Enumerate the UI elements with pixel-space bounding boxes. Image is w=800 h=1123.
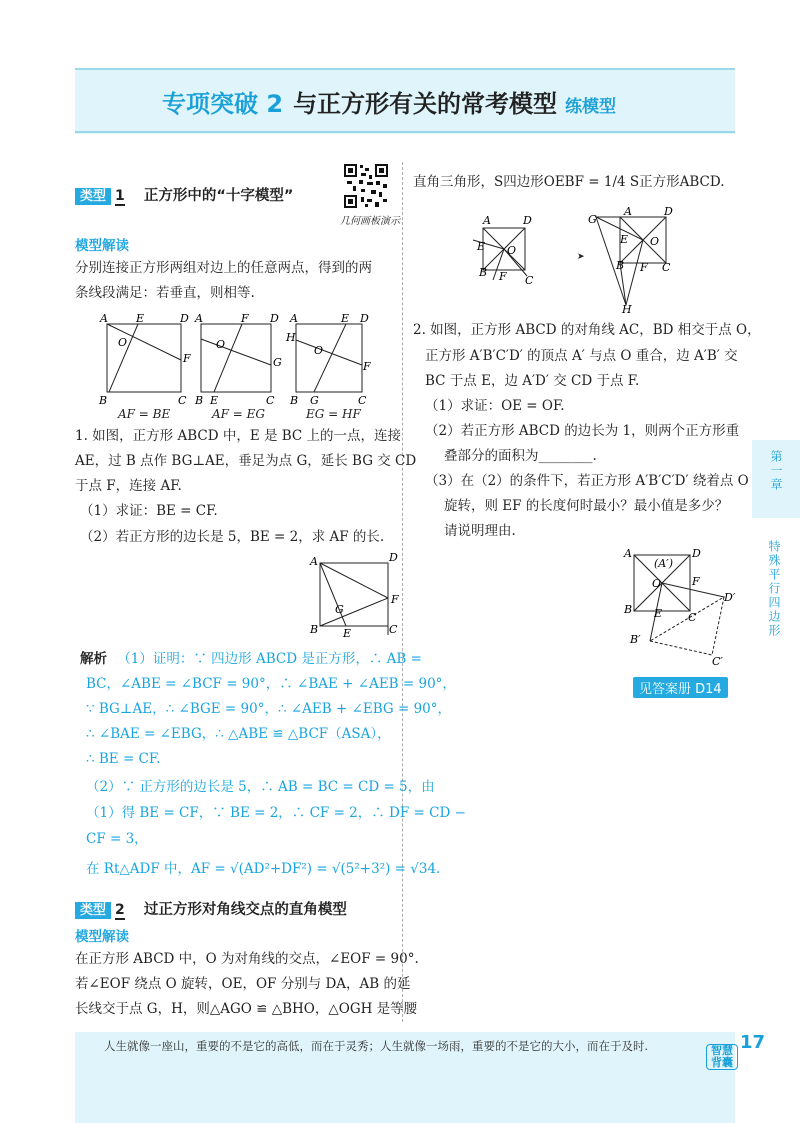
svg-text:D: D (180, 312, 189, 325)
svg-text:O: O (507, 244, 517, 257)
svg-text:B: B (616, 259, 625, 272)
qr-caption: 几何画板演示 (340, 216, 400, 227)
svg-text:C′: C′ (712, 655, 723, 668)
q1-line-3: 于点 F，连接 AF. (75, 478, 182, 494)
svg-text:B: B (99, 394, 108, 407)
svg-text:F: F (241, 312, 249, 325)
svg-text:A: A (483, 214, 491, 227)
svg-text:B: B (195, 394, 204, 407)
svg-text:D: D (523, 214, 532, 227)
svg-text:C: C (266, 394, 275, 407)
type1-num: 1 (115, 188, 125, 204)
svg-text:O: O (650, 235, 660, 248)
svg-text:B: B (290, 394, 299, 407)
solution-line-7: （1）得 BE = CF，∵ BE = 2，∴ CF = 2，∴ DF = CD − (86, 805, 466, 821)
solution-line-8: CF = 3， (86, 831, 148, 847)
svg-text:D: D (692, 547, 701, 560)
q2-line-3: BC 于点 E，边 A′D′ 交 CD 于点 F. (425, 373, 640, 389)
q2-figure (620, 545, 745, 670)
q2-sub3c: 请说明理由. (444, 523, 516, 539)
type2-line-3: 长线交于点 G，H，则△AGO ≌ △BHO，△OGH 是等腰 (75, 1001, 418, 1017)
svg-text:A: A (195, 312, 203, 325)
type2-figure-right (590, 205, 685, 315)
type2-figure-left (465, 210, 545, 290)
solution-text-1: （1）证明：∵ 四边形 ABCD 是正方形，∴ AB = (117, 651, 422, 667)
q2-sub1: （1）求证：OE = OF. (425, 398, 565, 414)
solution-line-6: （2）∵ 正方形的边长是 5，∴ AB = BC = CD = 5，由 (86, 779, 435, 795)
q1-line-1: 1. 如图，正方形 ABCD 中，E 是 BC 上的一点，连接 (75, 428, 402, 444)
svg-text:B: B (310, 623, 319, 636)
q2-line-2: 正方形 A′B′C′D′ 的顶点 A′ 与点 O 重合，边 A′B′ 交 (425, 348, 738, 364)
svg-text:F: F (363, 360, 371, 373)
svg-text:C: C (178, 394, 187, 407)
svg-text:E: E (343, 627, 352, 640)
type2-interp-title: 模型解读 (75, 929, 129, 945)
q2-sub2b: 叠部分的面积为________. (444, 448, 597, 464)
type1-title: 正方形中的“十字模型” (143, 188, 294, 204)
svg-text:C: C (525, 274, 534, 287)
svg-text:C: C (358, 394, 367, 407)
q2-sub3a: （3）在（2）的条件下，若正方形 A′B′C′D′ 绕着点 O (425, 473, 749, 489)
header-divider-top (75, 68, 735, 70)
title-part1: 专项突破 2 (162, 90, 284, 118)
type1-interp-title: 模型解读 (75, 238, 129, 254)
svg-text:B′: B′ (630, 633, 641, 646)
page-title (162, 84, 616, 119)
footer-quote: 人生就像一座山，重要的不是它的高低，而在于灵秀；人生就像一场雨，重要的不是它的大小，而在于及时. (104, 1039, 649, 1053)
svg-text:O: O (216, 338, 226, 351)
svg-text:A: A (624, 547, 632, 560)
type2-title: 过正方形对角线交点的直角模型 (143, 902, 347, 918)
solution-line-9: 在 Rt△ADF 中，AF = √(AD²+DF²) = √(5²+3²) = √34. (86, 861, 441, 877)
svg-text:C: C (389, 623, 398, 636)
type2-num: 2 (115, 902, 125, 918)
figure-1 (98, 312, 191, 407)
solution-line-1 (80, 647, 422, 672)
q1-sub1: （1）求证：BE = CF. (80, 503, 218, 519)
svg-text:O: O (314, 344, 324, 357)
svg-text:F: F (499, 270, 507, 283)
q1-sub2: （2）若正方形的边长是 5，BE = 2，求 AF 的长. (80, 529, 385, 545)
type2-continuation: 直角三角形，S四边形OEBF = 1/4 S正方形ABCD. (413, 174, 725, 190)
solution-line-2: BC，∠ABE = ∠BCF = 90°，∴ ∠BAE + ∠AEB = 90°， (86, 676, 456, 692)
svg-text:D: D (664, 205, 673, 218)
type1-interp-line-1: 分别连接正方形两组对边上的任意两点，得到的两 (75, 260, 372, 276)
svg-text:H: H (286, 331, 296, 344)
svg-text:C: C (688, 611, 697, 624)
svg-text:E: E (136, 312, 145, 325)
footer-badge: 智慧背囊 (706, 1044, 738, 1070)
svg-text:E: E (654, 607, 663, 620)
svg-text:(A′): (A′) (654, 557, 674, 570)
svg-text:E: E (341, 312, 350, 325)
svg-text:F: F (391, 593, 399, 606)
type1-heading (75, 184, 293, 205)
svg-text:H: H (622, 303, 632, 316)
caption-3: EG = HF (306, 407, 361, 421)
title-part3: 练模型 (565, 97, 617, 117)
page-number: 17 (740, 1032, 766, 1053)
svg-text:G: G (335, 603, 344, 616)
type1-tag: 类型 (75, 188, 111, 205)
svg-text:A: A (624, 205, 632, 218)
svg-text:O: O (652, 577, 662, 590)
cross-model-figures (96, 310, 396, 408)
arrow-icon: ➤ (577, 252, 585, 262)
figure-3 (285, 312, 371, 407)
svg-text:A: A (100, 312, 108, 325)
type2-tag: 类型 (75, 902, 111, 919)
svg-text:B: B (624, 603, 633, 616)
svg-text:G: G (310, 394, 319, 407)
type2-heading (75, 898, 347, 919)
svg-text:D: D (389, 551, 398, 564)
type1-interp-line-2: 条线段满足：若垂直，则相等. (75, 285, 255, 301)
q1-figure (305, 551, 400, 640)
svg-text:D: D (360, 312, 369, 325)
q1-line-2: AE，过 B 点作 BG⊥AE，垂足为点 G，延长 BG 交 CD (75, 453, 417, 469)
svg-text:C: C (662, 261, 671, 274)
svg-text:O: O (118, 336, 128, 349)
svg-text:G: G (273, 356, 282, 369)
svg-text:G: G (588, 213, 597, 226)
svg-text:D′: D′ (724, 591, 736, 604)
solution-line-4: ∴ ∠BAE = ∠EBG，∴ △ABE ≌ △BCF（ASA）， (86, 726, 391, 742)
svg-text:E: E (210, 394, 219, 407)
answer-reference-button[interactable]: 见答案册 D14 (633, 677, 728, 698)
q2-sub3b: 旋转，则 EF 的长度何时最小？最小值是多少？ (444, 498, 729, 514)
type2-line-1: 在正方形 ABCD 中，O 为对角线的交点，∠EOF = 90°. (75, 951, 419, 967)
svg-text:F: F (183, 352, 191, 365)
side-chapter-name: 特殊平行四边形 (767, 540, 781, 638)
solution-label: 解析 (80, 651, 107, 667)
solution-line-5: ∴ BE = CF. (86, 751, 161, 767)
column-divider (402, 162, 403, 1022)
q2-sub2a: （2）若正方形 ABCD 的边长为 1，则两个正方形重 (425, 423, 740, 439)
side-chapter-label: 第一章 (769, 450, 783, 492)
caption-1: AF = BE (118, 407, 171, 421)
svg-text:B: B (479, 266, 488, 279)
figure-2 (194, 312, 282, 407)
svg-text:E: E (620, 233, 629, 246)
svg-text:D: D (270, 312, 279, 325)
q2-line-1: 2. 如图，正方形 ABCD 的对角线 AC，BD 相交于点 O， (413, 322, 761, 338)
type2-line-2: 若∠EOF 绕点 O 旋转，OE，OF 分别与 DA，AB 的延 (75, 976, 411, 992)
solution-line-3: ∵ BG⊥AE，∴ ∠BGE = 90°，∴ ∠AEB + ∠EBG = 90°， (86, 701, 452, 717)
svg-text:A: A (290, 312, 298, 325)
header-divider-bottom (75, 131, 735, 133)
svg-text:E: E (477, 240, 486, 253)
svg-text:F: F (640, 261, 648, 274)
qr-code-icon[interactable] (343, 163, 389, 209)
title-part2: 与正方形有关的常考模型 (293, 90, 558, 118)
caption-2: AF = EG (212, 407, 266, 421)
svg-text:F: F (692, 575, 700, 588)
svg-text:A: A (310, 555, 318, 568)
